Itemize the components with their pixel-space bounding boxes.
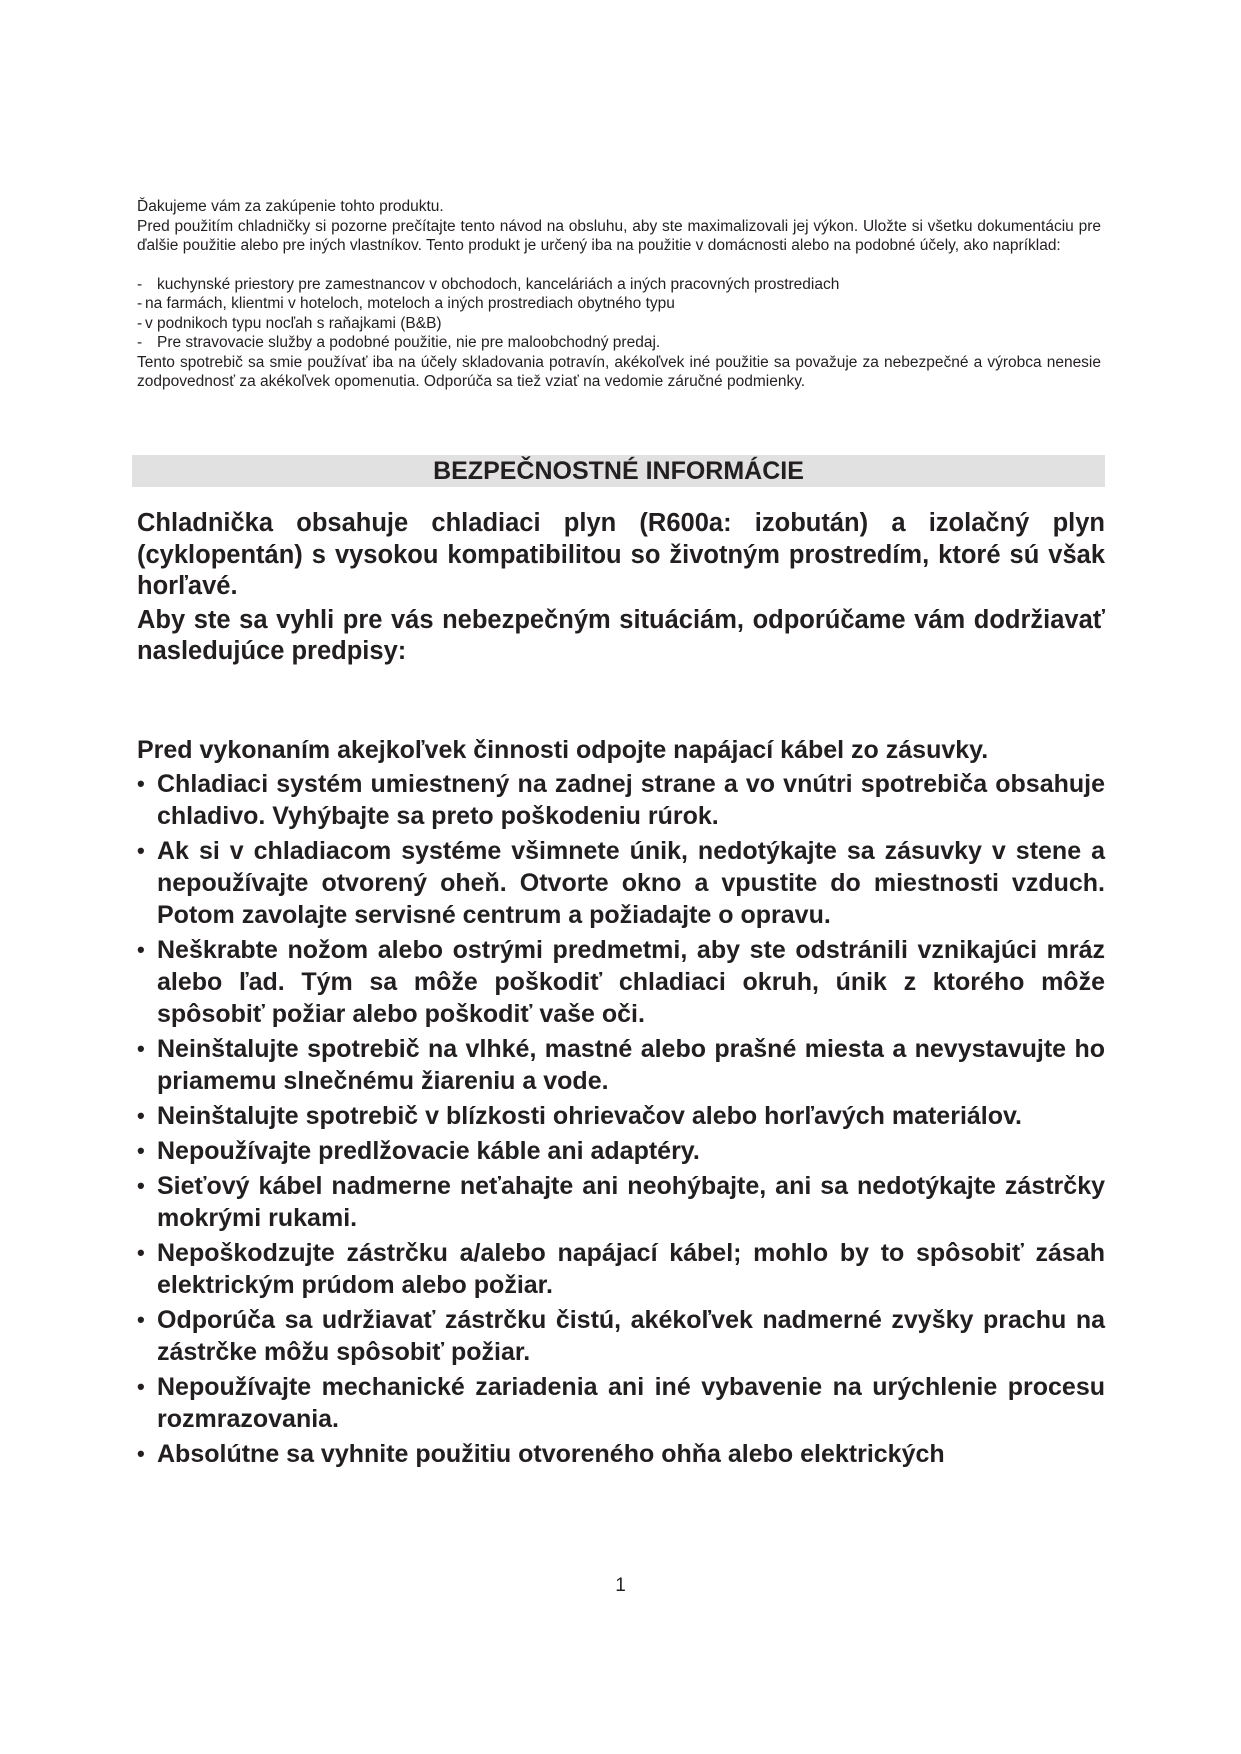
bullet-icon: • bbox=[137, 1036, 145, 1061]
rule-item: • Nepoužívajte predlžovacie káble ani adaptéry. bbox=[137, 1137, 700, 1165]
bullet-icon: • bbox=[137, 1240, 145, 1265]
intro-closing: Tento spotrebič sa smie používať iba na účely skladovania potravín, akékoľvek iné použitie sa považuje za nebezpečné a výrobca nenesie zodpovednosť za akékoľvek opomenutia. Odporúča sa tiež vziať na vedomie záručné podmienky. bbox=[137, 353, 1101, 390]
rule-item: • Nepoužívajte mechanické zariadenia ani iné vybavenie na urýchlenie procesu rozmrazovania. bbox=[137, 1373, 1105, 1433]
bullet-icon: • bbox=[137, 1173, 145, 1198]
bullet-icon: • bbox=[137, 1441, 145, 1466]
rule-item: • Neinštalujte spotrebič na vlhké, mastné alebo prašné miesta a nevystavujte ho priamemu slnečnému žiareniu a vode. bbox=[137, 1035, 1105, 1095]
bullet-icon: • bbox=[137, 1103, 145, 1128]
rule-item: • Neškrabte nožom alebo ostrými predmetmi, aby ste odstránili vznikajúci mráz alebo ľad. Tým sa môže poškodiť chladiaci okruh, únik z ktorého môže spôsobiť požiar alebo poškodiť vaše oči. bbox=[137, 936, 1105, 1028]
rules-list bbox=[137, 768, 1105, 1470]
rule-item: • Nepoškodzujte zástrčku a/alebo napájací kábel; mohlo by to spôsobiť zásah elektrickým prúdom alebo požiar. bbox=[137, 1239, 1105, 1299]
intro-list-item: - na farmách, klientmi v hoteloch, moteloch a iných prostrediach obytného typu bbox=[137, 295, 675, 312]
safety-lead bbox=[137, 508, 1105, 668]
safety-rules bbox=[137, 734, 1105, 1473]
rules-first: Pred vykonaním akejkoľvek činnosti odpojte napájací kábel zo zásuvky. bbox=[137, 736, 989, 764]
intro-section bbox=[137, 197, 1101, 392]
section-heading: BEZPEČNOSTNÉ INFORMÁCIE bbox=[433, 457, 804, 485]
rule-item: • Odporúča sa udržiavať zástrčku čistú, akékoľvek nadmerné zvyšky prachu na zástrčke môžu spôsobiť požiar. bbox=[137, 1306, 1105, 1366]
rule-item: • Sieťový kábel nadmerne neťahajte ani neohýbajte, ani sa nedotýkajte zástrčky mokrými rukami. bbox=[137, 1172, 1105, 1232]
intro-paragraph: Pred použitím chladničky si pozorne prečítajte tento návod na obsluhu, aby ste maximalizovali jej výkon. Uložte si všetku dokumentáciu pre ďalšie použitie alebo pre iných vlastníkov. Tento produkt je určený iba na použitie v domácnosti alebo na podobné účely, ako napríklad: bbox=[137, 217, 1101, 254]
intro-thanks: Ďakujeme vám za zakúpenie tohto produktu. bbox=[137, 198, 444, 215]
lead-paragraph: Chladnička obsahuje chladiaci plyn (R600a: izobután) a izolačný plyn (cyklopentán) s vysokou kompatibilitou so životným prostredím, ktoré sú však horľavé. bbox=[137, 509, 1105, 600]
rule-item: • Chladiaci systém umiestnený na zadnej strane a vo vnútri spotrebiča obsahuje chladivo. Vyhýbajte sa preto poškodeniu rúrok. bbox=[137, 770, 1105, 830]
intro-list-item: - kuchynské priestory pre zamestnancov v obchodoch, kanceláriách a iných pracovných prostrediach bbox=[137, 275, 840, 293]
bullet-icon: • bbox=[137, 771, 145, 796]
rule-item: • Neinštalujte spotrebič v blízkosti ohrievačov alebo horľavých materiálov. bbox=[137, 1102, 1023, 1130]
intro-list-item: - Pre stravovacie služby a podobné použitie, nie pre maloobchodný predaj. bbox=[137, 334, 661, 351]
bullet-icon: • bbox=[137, 1374, 145, 1399]
bullet-icon: • bbox=[137, 1138, 145, 1163]
bullet-icon: • bbox=[137, 838, 145, 863]
bullet-icon: • bbox=[137, 937, 145, 962]
bullet-icon: • bbox=[137, 1307, 145, 1332]
rule-item: • Ak si v chladiacom systéme všimnete únik, nedotýkajte sa zásuvky v stene a nepoužívajte otvorený oheň. Otvorte okno a vpustite do miestnosti vzduch. Potom zavolajte servisné centrum a požiadajte o opravu. bbox=[137, 837, 1105, 929]
page-number: 1 bbox=[615, 1575, 626, 1596]
spacer bbox=[137, 256, 1101, 275]
lead-paragraph: Aby ste sa vyhli pre vás nebezpečným situáciám, odporúčame vám dodržiavať nasledujúce predpisy: bbox=[137, 605, 1105, 665]
rule-item: • Absolútne sa vyhnite použitiu otvoreného ohňa alebo elektrických bbox=[137, 1440, 945, 1468]
intro-list-item: - v podnikoch typu nocľah s raňajkami (B&B) bbox=[137, 314, 442, 332]
